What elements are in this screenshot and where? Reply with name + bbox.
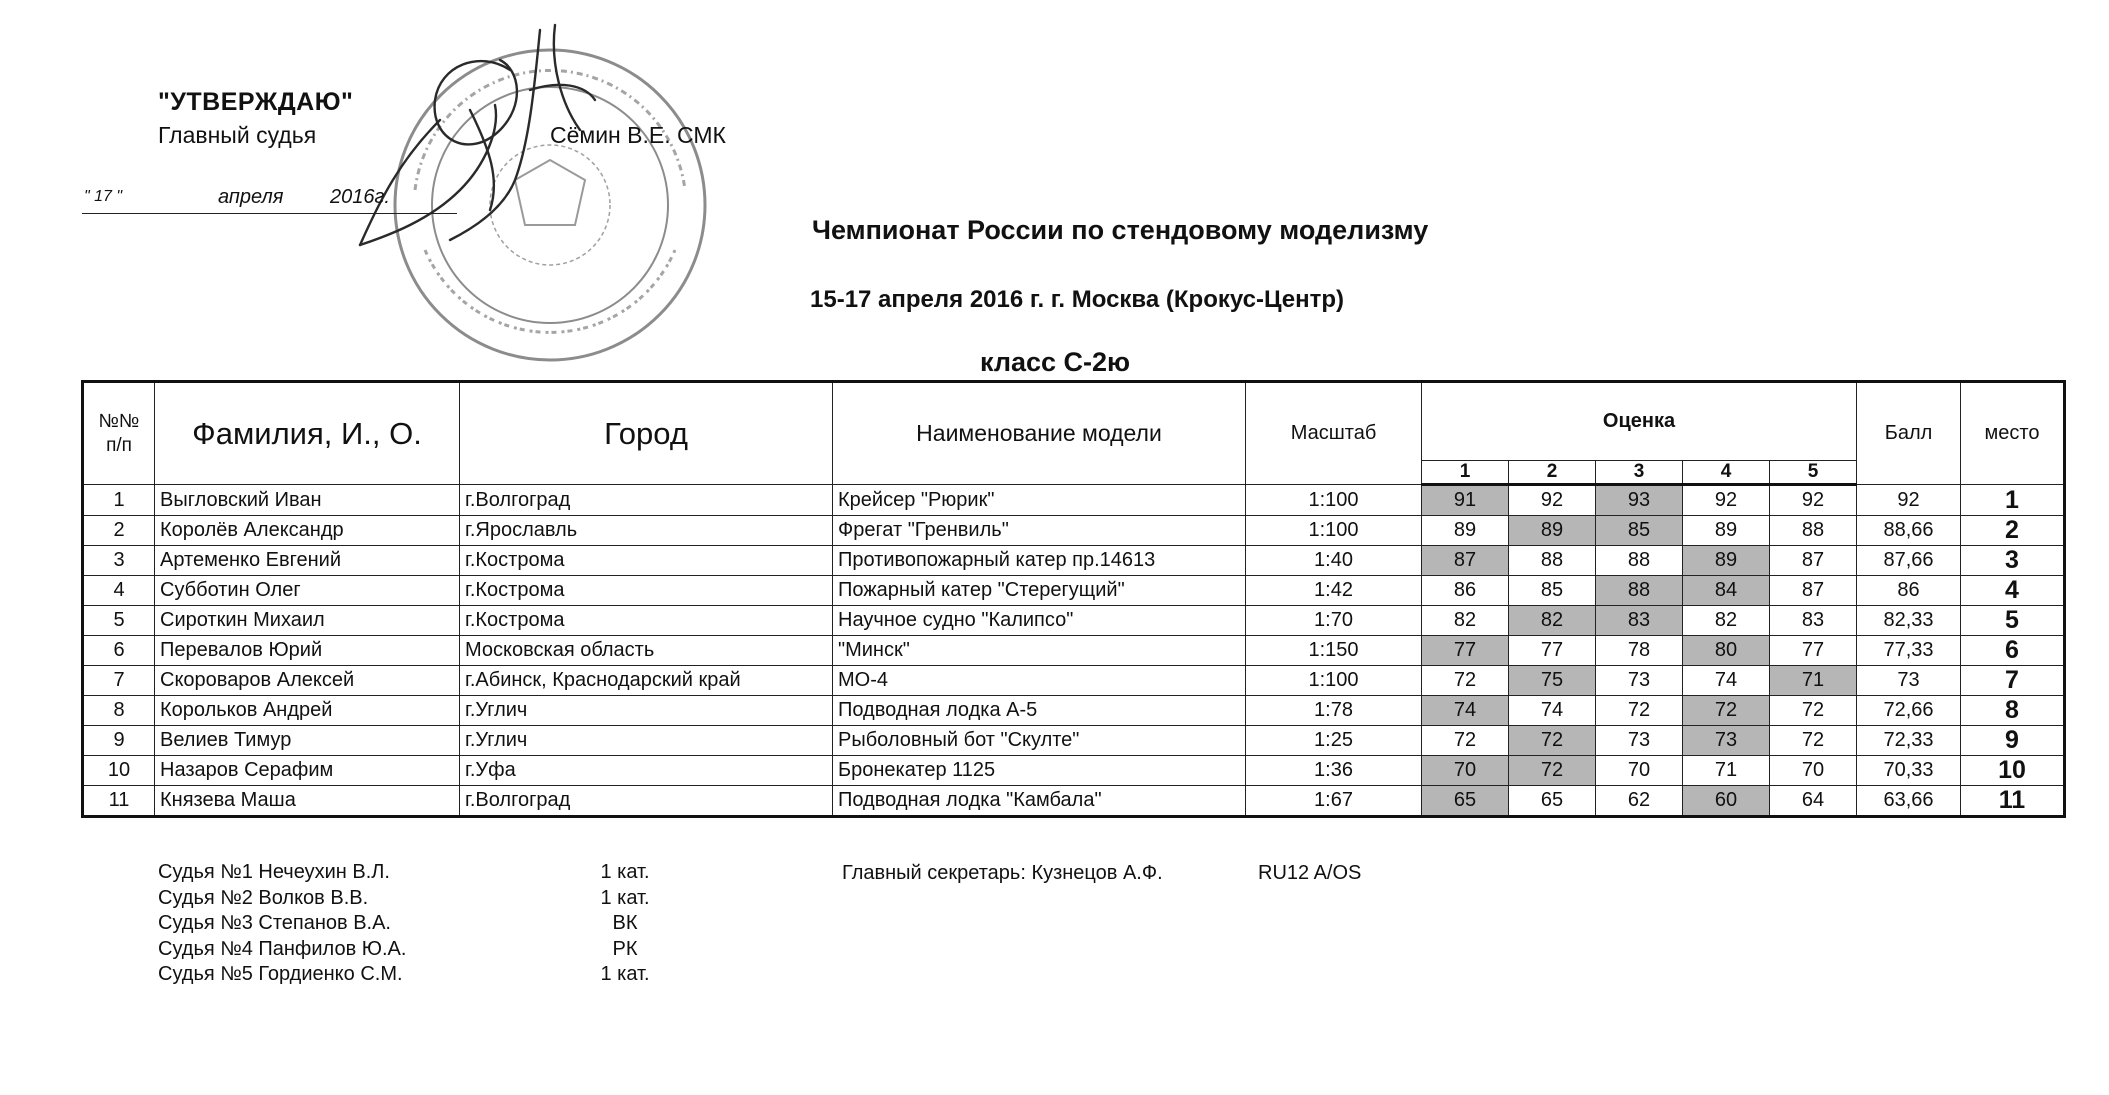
approval-year: 2016г. [330,186,390,208]
cell-city: г.Кострома [460,606,833,636]
approval-name: Сёмин В.Е. СМК [550,122,726,148]
cell-number: 8 [83,696,155,726]
cell-place: 8 [1961,696,2065,726]
table-row [83,726,2065,756]
cell-model: Подводная лодка "Камбала" [833,786,1246,817]
cell-score-4: 84 [1683,576,1770,606]
cell-points: 72,33 [1857,726,1961,756]
cell-score-1: 72 [1422,726,1509,756]
cell-score-4: 60 [1683,786,1770,817]
document-title: Чемпионат России по стендовому моделизму [812,215,1429,245]
approval-title: "УТВЕРЖДАЮ" [158,88,354,116]
cell-place: 3 [1961,546,2065,576]
cell-name: Королёв Александр [155,516,460,546]
cell-points: 72,66 [1857,696,1961,726]
header-number: №№ п/п [83,382,155,485]
cell-place: 11 [1961,786,2065,817]
cell-points: 77,33 [1857,636,1961,666]
judges-list [158,860,718,988]
judge-name: Судья №2 Волков В.В. [158,886,369,909]
table-row [83,516,2065,546]
cell-model: Рыболовный бот "Скулте" [833,726,1246,756]
cell-city: г.Кострома [460,546,833,576]
cell-points: 92 [1857,485,1961,516]
cell-score-1: 65 [1422,786,1509,817]
cell-number: 2 [83,516,155,546]
table-row [83,696,2065,726]
cell-score-4: 74 [1683,666,1770,696]
judge-name: Судья №4 Панфилов Ю.А. [158,937,407,960]
cell-score-5: 92 [1770,485,1857,516]
cell-name: Субботин Олег [155,576,460,606]
cell-points: 88,66 [1857,516,1961,546]
judge-category: 1 кат. [600,861,650,883]
secretary-code: RU12 A/OS [1258,862,1362,884]
header-city: Город [460,382,833,485]
cell-city: г.Ярославль [460,516,833,546]
cell-place: 10 [1961,756,2065,786]
cell-name: Корольков Андрей [155,696,460,726]
cell-score-3: 88 [1596,546,1683,576]
cell-place: 1 [1961,485,2065,516]
cell-score-3: 70 [1596,756,1683,786]
judge-category: ВК [612,912,638,935]
cell-score-3: 73 [1596,726,1683,756]
header-points: Балл [1857,382,1961,485]
judge-name: Судья №1 Нечеухин В.Л. [158,861,390,883]
cell-score-1: 87 [1422,546,1509,576]
cell-score-1: 89 [1422,516,1509,546]
cell-place: 7 [1961,666,2065,696]
cell-score-5: 71 [1770,666,1857,696]
cell-city: г.Кострома [460,576,833,606]
cell-points: 73 [1857,666,1961,696]
cell-scale: 1:25 [1246,726,1422,756]
cell-name: Велиев Тимур [155,726,460,756]
cell-city: г.Уфа [460,756,833,786]
cell-name: Князева Маша [155,786,460,817]
cell-model: Пожарный катер "Стерегущий" [833,576,1246,606]
cell-points: 87,66 [1857,546,1961,576]
cell-number: 4 [83,576,155,606]
cell-score-4: 72 [1683,696,1770,726]
cell-score-5: 88 [1770,516,1857,546]
header-place: место [1961,382,2065,485]
header-model: Наименование модели [833,382,1246,485]
cell-name: Артеменко Евгений [155,546,460,576]
header-name: Фамилия, И., О. [155,382,460,485]
cell-place: 4 [1961,576,2065,606]
header-scores: Оценка [1422,382,1857,461]
cell-name: Выгловский Иван [155,485,460,516]
cell-score-3: 78 [1596,636,1683,666]
cell-score-5: 83 [1770,606,1857,636]
cell-scale: 1:70 [1246,606,1422,636]
judge-name: Судья №3 Степанов В.А. [158,912,391,935]
cell-score-2: 92 [1509,485,1596,516]
cell-score-5: 87 [1770,576,1857,606]
cell-scale: 1:100 [1246,666,1422,696]
judge-row [158,962,718,988]
cell-scale: 1:100 [1246,516,1422,546]
cell-score-5: 72 [1770,726,1857,756]
cell-number: 7 [83,666,155,696]
table-row [83,786,2065,817]
cell-number: 1 [83,485,155,516]
cell-score-1: 91 [1422,485,1509,516]
cell-city: г.Волгоград [460,786,833,817]
cell-city: г.Абинск, Краснодарский край [460,666,833,696]
cell-model: Крейсер "Рюрик" [833,485,1246,516]
judge-name: Судья №5 Гордиенко С.М. [158,963,403,986]
cell-score-4: 71 [1683,756,1770,786]
cell-score-4: 80 [1683,636,1770,666]
cell-score-5: 70 [1770,756,1857,786]
judge-category: 1 кат. [600,963,650,986]
table-row [83,756,2065,786]
cell-score-4: 82 [1683,606,1770,636]
cell-score-3: 73 [1596,666,1683,696]
cell-name: Назаров Серафим [155,756,460,786]
cell-score-3: 85 [1596,516,1683,546]
header-scale: Масштаб [1246,382,1422,485]
cell-scale: 1:40 [1246,546,1422,576]
table-row [83,606,2065,636]
cell-model: Противопожарный катер пр.14613 [833,546,1246,576]
header-score-2: 2 [1509,461,1596,485]
cell-model: Научное судно "Калипсо" [833,606,1246,636]
cell-number: 3 [83,546,155,576]
document-subtitle: 15-17 апреля 2016 г. г. Москва (Крокус-Центр) [810,286,1345,313]
cell-city: г.Углич [460,696,833,726]
cell-city: г.Углич [460,726,833,756]
cell-points: 82,33 [1857,606,1961,636]
cell-place: 9 [1961,726,2065,756]
header-score-3: 3 [1596,461,1683,485]
cell-place: 6 [1961,636,2065,666]
cell-scale: 1:36 [1246,756,1422,786]
cell-score-5: 72 [1770,696,1857,726]
cell-city: г.Волгоград [460,485,833,516]
cell-score-4: 92 [1683,485,1770,516]
judge-row [158,886,718,912]
table-header-row [83,382,2065,461]
table-row [83,546,2065,576]
class-label: класс С-2ю [980,347,1131,377]
cell-model: Бронекатер 1125 [833,756,1246,786]
judge-row [158,937,718,963]
cell-score-2: 82 [1509,606,1596,636]
cell-score-1: 74 [1422,696,1509,726]
cell-score-2: 74 [1509,696,1596,726]
cell-score-4: 73 [1683,726,1770,756]
cell-name: Скороваров Алексей [155,666,460,696]
cell-points: 86 [1857,576,1961,606]
header-score-4: 4 [1683,461,1770,485]
cell-score-2: 77 [1509,636,1596,666]
cell-scale: 1:78 [1246,696,1422,726]
table-row [83,485,2065,516]
cell-score-3: 88 [1596,576,1683,606]
judge-row [158,911,718,937]
cell-scale: 1:100 [1246,485,1422,516]
secretary-label: Главный секретарь: Кузнецов А.Ф. [842,862,1163,884]
header-score-1: 1 [1422,461,1509,485]
cell-score-2: 72 [1509,756,1596,786]
cell-score-3: 62 [1596,786,1683,817]
cell-score-2: 88 [1509,546,1596,576]
cell-number: 9 [83,726,155,756]
cell-score-2: 89 [1509,516,1596,546]
cell-score-3: 93 [1596,485,1683,516]
table-row [83,636,2065,666]
cell-points: 70,33 [1857,756,1961,786]
cell-points: 63,66 [1857,786,1961,817]
cell-score-5: 77 [1770,636,1857,666]
cell-number: 6 [83,636,155,666]
cell-score-4: 89 [1683,516,1770,546]
approval-month: апреля [218,186,284,208]
cell-score-2: 72 [1509,726,1596,756]
results-body [83,485,2065,817]
cell-city: Московская область [460,636,833,666]
cell-score-2: 65 [1509,786,1596,817]
cell-score-1: 86 [1422,576,1509,606]
cell-place: 5 [1961,606,2065,636]
cell-score-2: 85 [1509,576,1596,606]
cell-number: 10 [83,756,155,786]
cell-score-4: 89 [1683,546,1770,576]
judge-category: 1 кат. [600,886,650,909]
cell-scale: 1:42 [1246,576,1422,606]
cell-number: 5 [83,606,155,636]
table-row [83,666,2065,696]
cell-score-5: 64 [1770,786,1857,817]
cell-score-3: 83 [1596,606,1683,636]
judge-category: РК [612,937,638,960]
cell-place: 2 [1961,516,2065,546]
cell-score-5: 87 [1770,546,1857,576]
cell-score-2: 75 [1509,666,1596,696]
table-row [83,576,2065,606]
cell-model: МО-4 [833,666,1246,696]
cell-score-1: 82 [1422,606,1509,636]
cell-score-1: 72 [1422,666,1509,696]
cell-score-1: 77 [1422,636,1509,666]
approval-date-line [82,213,457,214]
cell-score-1: 70 [1422,756,1509,786]
cell-score-3: 72 [1596,696,1683,726]
cell-number: 11 [83,786,155,817]
cell-name: Сироткин Михаил [155,606,460,636]
approval-day: " 17 " [84,188,123,205]
cell-name: Перевалов Юрий [155,636,460,666]
cell-model: "Минск" [833,636,1246,666]
cell-scale: 1:150 [1246,636,1422,666]
results-table [81,380,2066,818]
cell-model: Подводная лодка А-5 [833,696,1246,726]
judge-row [158,860,718,886]
header-score-5: 5 [1770,461,1857,485]
approval-role: Главный судья [158,122,317,148]
cell-model: Фрегат "Гренвиль" [833,516,1246,546]
cell-scale: 1:67 [1246,786,1422,817]
